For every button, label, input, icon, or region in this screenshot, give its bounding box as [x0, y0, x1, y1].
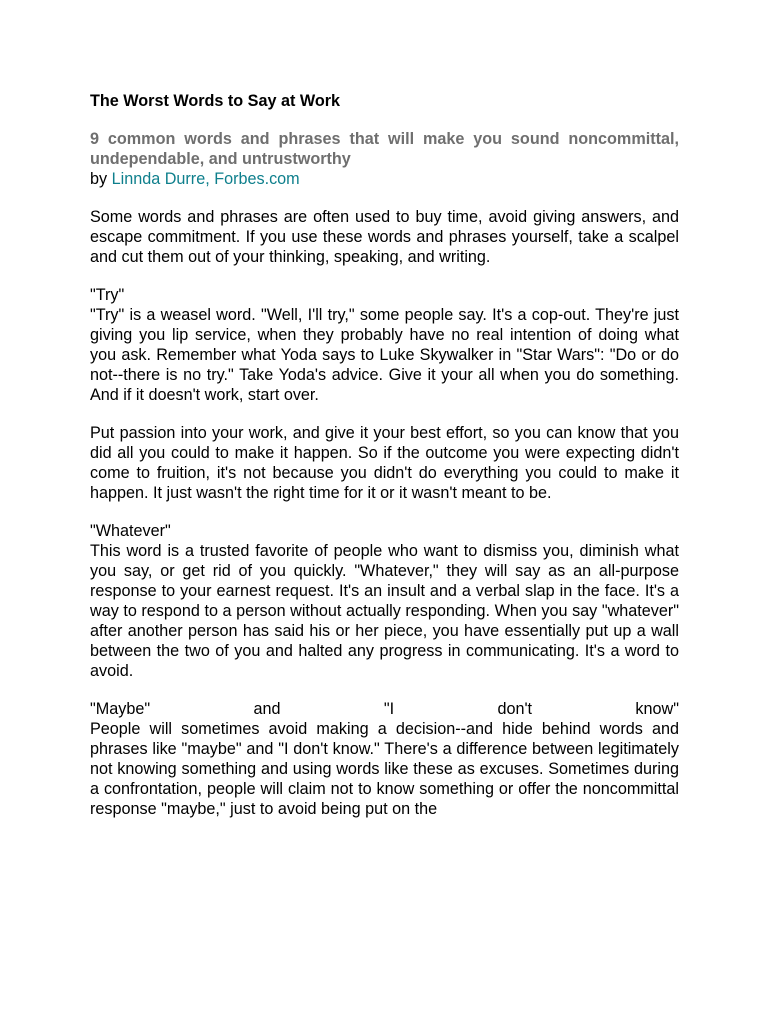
intro-paragraph: Some words and phrases are often used to buy time, avoid giving answers, and escape commitment. If you use these words and phrases yourself, take a scalpel and cut them out of your thinking, speaking, and writing.	[90, 208, 679, 266]
heading-word: know"	[635, 700, 679, 718]
section-heading-maybe	[90, 699, 679, 719]
heading-word: don't	[497, 700, 533, 718]
author-link[interactable]: Linnda Durre, Forbes.com	[111, 170, 300, 188]
section-try-paragraph-2: Put passion into your work, and give it your best effort, so you can know that you did all you could to make it happen. So if the outcome you were expecting didn't come to fruition, it's not because you didn't do everything you could to make it happen. It just wasn't the right time for it or it wasn't meant to be.	[90, 424, 679, 502]
heading-word: "I	[383, 700, 395, 718]
section-heading-try: "Try"	[90, 286, 125, 304]
section-heading-whatever: "Whatever"	[90, 522, 171, 540]
section-maybe-paragraph-1: People will sometimes avoid making a decision--and hide behind words and phrases like "maybe" and "I don't know." There's a difference between legitimately not knowing something and using words like these as excuses. Sometimes during a confrontation, people will claim not to know something or offer the noncommittal response "maybe," just to avoid being put on the	[90, 720, 679, 818]
article-title: The Worst Words to Say at Work	[90, 92, 341, 110]
article-subtitle: 9 common words and phrases that will make you sound noncommittal, undependable, and untrustworthy	[90, 130, 679, 168]
article-byline	[90, 169, 679, 189]
heading-word: "Maybe"	[90, 700, 151, 718]
document-page	[90, 91, 679, 819]
byline-prefix: by	[90, 170, 112, 188]
heading-word: and	[253, 700, 281, 718]
section-try-paragraph-1: "Try" is a weasel word. "Well, I'll try," some people say. It's a cop-out. They're just giving you lip service, when they probably have no real intention of doing what you ask. Remember what Yoda says to Luke Skywalker in "Star Wars": "Do or do not--there is no try." Take Yoda's advice. Give it your all when you do something. And if it doesn't work, start over.	[90, 306, 679, 404]
section-whatever-paragraph-1: This word is a trusted favorite of people who want to dismiss you, diminish what you say, or get rid of you quickly. "Whatever," they will say as an all-purpose response to your earnest request. It's an insult and a verbal slap in the face. It's a way to respond to a person without actually responding. When you say "whatever" after another person has said his or her piece, you have essentially put up a wall between the two of you and halted any progress in communicating. It's a word to avoid.	[90, 542, 679, 680]
